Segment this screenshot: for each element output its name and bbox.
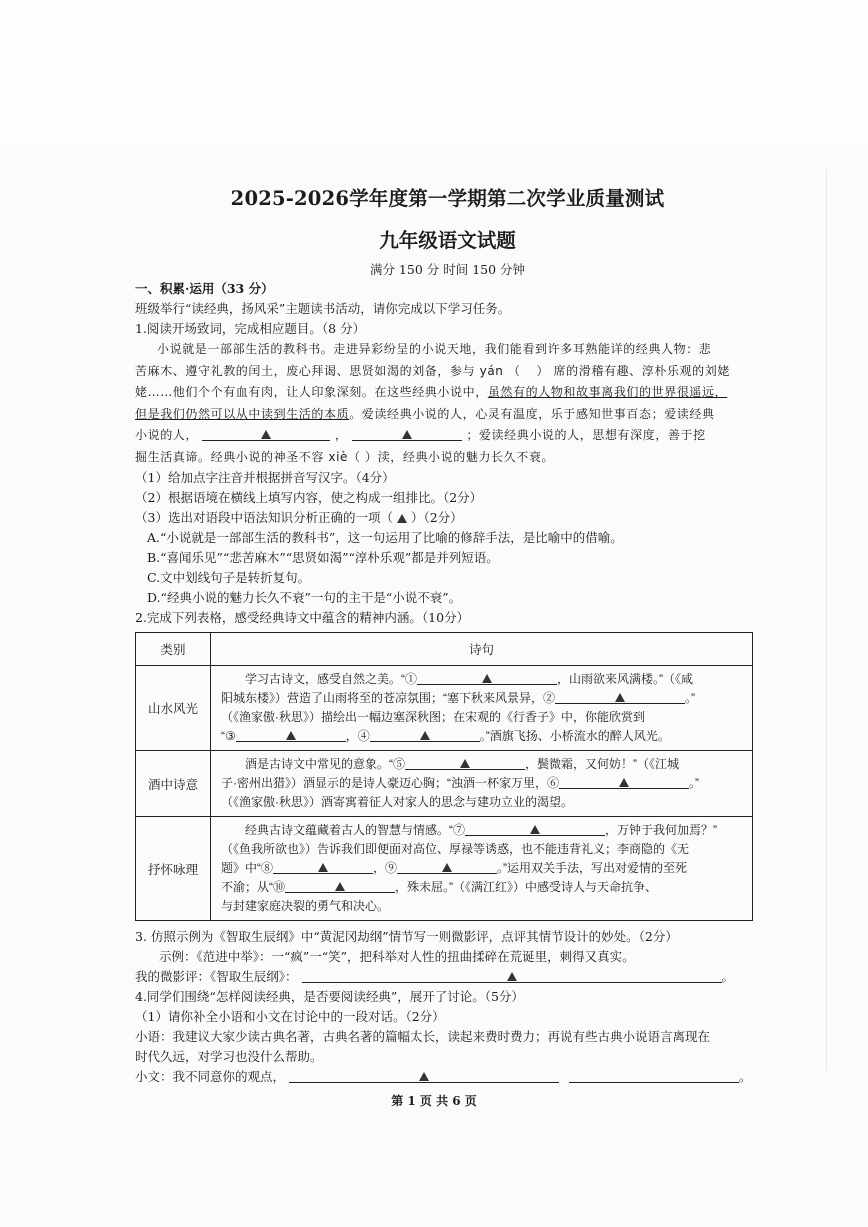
exam-subtitle: 九年级语文试题	[379, 229, 516, 252]
q3-label: 我的微影评：《智取生辰纲》：	[135, 969, 298, 984]
poem-text: （《鱼我所欲也》）告诉我们即便面对高位、厚禄等诱惑，也不能违背礼义；李商隐的《无	[221, 842, 690, 856]
q1-option-d: D.“经典小说的魅力长久不衰”一句的主干是“小说不衰”。	[147, 590, 462, 605]
q1-para-line	[135, 382, 760, 404]
row-poems	[211, 751, 753, 817]
answer-triangle-icon[interactable]	[397, 514, 407, 523]
underlined-sentence: 但是我们仍然可以从中读到生活的本质	[135, 406, 350, 421]
poem-text: 酒是古诗文中常见的意象。“⑤	[245, 757, 405, 771]
poem-text: 经典古诗文蕴藏着古人的智慧与情感。“⑦	[245, 823, 465, 837]
q3-answer-line: 我的微影评：《智取生辰纲》： 。	[135, 969, 735, 984]
poem-blank-6[interactable]	[559, 774, 689, 789]
q1-para-line	[135, 425, 760, 447]
row-category: 酒中诗意	[136, 751, 211, 817]
row-poems	[211, 817, 753, 921]
q1-sub1: （1）给加点字注音并根据拼音写汉字。（4分）	[135, 470, 395, 485]
answer-triangle-icon	[402, 430, 412, 439]
q1-sub2: （2）根据语境在横线上填写内容，使之构成一组排比。（2分）	[135, 490, 483, 505]
xiaoyu-line-2: 时代久远，对学习也没什么帮助。	[135, 1049, 323, 1064]
q1-para-text: 席的滑稽有趣、淳朴乐观的刘姥	[553, 363, 730, 378]
answer-triangle-icon	[420, 731, 430, 740]
poem-blank-1[interactable]	[417, 670, 557, 685]
table-header-row	[136, 633, 753, 666]
poem-text: 阳城东楼》）营造了山雨将至的苍凉氛围；“塞下秋来风景异，②	[221, 691, 555, 705]
page-top-margin	[0, 0, 868, 150]
q3-answer-blank[interactable]	[302, 968, 722, 983]
table-row	[136, 817, 753, 921]
q1-para-text: 。爱读经典小说的人，心灵有温度，乐于感知世事百态；爱读经典	[349, 406, 715, 421]
poem-text: ，万钟于我何加焉？”	[605, 823, 717, 837]
poem-text: （《渔家傲·秋思》）描绘出一幅边塞深秋图；在宋观的《行香子》中，你能欣赏到	[221, 710, 645, 724]
poem-text: 题》中“⑧	[221, 861, 273, 875]
q1-para-text: 苦麻木、遵守礼教的闰土，废心拜谒、思贤如渴的刘备，参与 yán	[135, 363, 504, 378]
page-footer: 第 1 页 共 6 页	[391, 1094, 477, 1108]
row-category: 抒怀咏理	[136, 817, 211, 921]
poem-blank-5[interactable]	[405, 755, 525, 770]
xiaowen-line: 小文：我不同意你的观点， 。	[135, 1069, 752, 1084]
q1-para-line: 小说就是一部部生活的教科书。走进异彩纷呈的小说天地，我们能看到许多耳熟能详的经典人物：悲	[157, 342, 712, 356]
poem-text: （《渔家傲·秋思》）酒寄寓着征人对家人的思念与建功立业的渴望。	[221, 795, 573, 809]
poem-blank-9[interactable]	[397, 859, 497, 874]
poem-text: “③	[221, 729, 236, 743]
poem-text: 。”	[685, 691, 695, 705]
answer-triangle-icon	[261, 430, 271, 439]
answer-triangle-icon	[286, 731, 296, 740]
q1-option-a: A.“小说就是一部部生活的教科书”，这一句运用了比喻的修辞手法，是比喻中的借喻。	[147, 530, 623, 545]
poem-text: ，④	[345, 729, 370, 743]
pinyin-answer-paren[interactable]: （ ）	[507, 363, 550, 378]
poem-text: 。”酒旗飞扬、小桥流水的醉人风光。	[479, 729, 670, 743]
answer-triangle-icon	[619, 778, 629, 787]
page-content	[135, 185, 760, 1087]
answer-triangle-icon	[419, 1072, 429, 1081]
poem-text: 。”	[689, 776, 699, 790]
q1-sub3-text: ）（2分）	[410, 510, 463, 525]
poem-text: ，鬓微霜，又何妨！”（《江城	[525, 757, 679, 771]
q4-title: 4.同学们围绕“怎样阅读经典，是否要阅读经典”，展开了讨论。（5分）	[135, 989, 524, 1004]
section-intro: 班级举行“读经典，扬风采”主题读书活动，请你完成以下学习任务。	[135, 301, 511, 316]
q1-sub3	[135, 508, 760, 528]
poem-text: ，殊未屈。”（《满江红》）中感受诗人与天命抗争、	[395, 880, 657, 894]
xiaowen-blank-1[interactable]	[289, 1068, 559, 1083]
poem-table	[135, 632, 753, 921]
answer-triangle-icon	[335, 882, 345, 891]
row-category: 山水风光	[136, 666, 211, 751]
exam-meta: 满分 150 分 时间 150 分钟	[369, 262, 526, 277]
q4-sub1: （1）请你补全小语和小文在讨论中的一段对话。（2分）	[135, 1009, 445, 1024]
exam-title: 2025-2026学年度第一学期第二次学业质量测试	[230, 187, 665, 210]
poem-text: ，⑨	[373, 861, 398, 875]
poem-blank-4[interactable]	[370, 727, 480, 742]
xiaowen-blank-2[interactable]	[569, 1068, 739, 1083]
poem-blank-7[interactable]	[465, 821, 605, 836]
poem-blank-10[interactable]	[285, 878, 395, 893]
answer-triangle-icon	[442, 863, 452, 872]
poem-text: 与封建家庭决裂的勇气和决心。	[221, 899, 390, 913]
q1-option-b: B.“喜闻乐见”“悲苦麻木”“思贤如渴”“淳朴乐观”都是并列短语。	[147, 550, 499, 565]
table-row	[136, 666, 753, 751]
table-header-category: 类别	[136, 633, 211, 666]
table-row	[136, 751, 753, 817]
poem-text: 不渝；从“⑩	[221, 880, 285, 894]
xiaoyu-line-1: 小语：我建议大家少读古典名著，古典名著的篇幅太长，读起来费时费力；再说有些古典小说语言离现在	[135, 1029, 711, 1044]
poem-blank-2[interactable]	[555, 689, 685, 704]
q1-sub3-text: （3）选出对语段中语法知识分析正确的一项（	[135, 510, 393, 525]
q1-para-text: ；爱读经典小说的人，思想有深度，善于挖	[466, 428, 706, 442]
parallelism-blank-1[interactable]	[202, 426, 330, 441]
q1-option-c: C.文中划线句子是转折复句。	[147, 570, 311, 585]
table-header-poems: 诗句	[211, 633, 753, 666]
row-poems	[211, 666, 753, 751]
answer-triangle-icon	[460, 759, 470, 768]
parallelism-blank-2[interactable]	[352, 426, 462, 441]
poem-blank-3[interactable]	[236, 727, 346, 742]
answer-triangle-icon	[318, 863, 328, 872]
q3-title: 3. 仿照示例为《智取生辰纲》中“黄泥冈劫纲”情节写一则微影评，点评其情节设计的妙处。（2分）	[135, 929, 678, 944]
answer-triangle-icon	[482, 674, 492, 683]
q1-para-text: 小说的人，	[135, 428, 199, 442]
q1-title: 1.阅读开场致词，完成相应题目。（8 分）	[135, 321, 366, 336]
q1-para-text: ，	[334, 428, 348, 442]
answer-triangle-icon	[615, 693, 625, 702]
xiaowen-label: 小文：我不同意你的观点，	[135, 1069, 286, 1084]
section-heading: 一、积累·运用（33 分）	[135, 281, 274, 296]
q1-para-line: 掘生活真谛。经典小说的神圣不容 xiè（ ）渎，经典小说的魅力长久不衰。	[135, 449, 555, 464]
q3-example: 示例：《范进中举》：一“疯”一“笑”，把科举对人性的扭曲揉碎在荒诞里，刺得又真实。	[159, 949, 635, 964]
poem-text: 。”运用双关手法，写出对爱情的至死	[497, 861, 688, 875]
scan-edge-line	[826, 170, 827, 1070]
q1-para-line	[135, 404, 760, 426]
q1-para-line	[135, 361, 760, 383]
answer-triangle-icon	[507, 972, 517, 981]
q2-title: 2.完成下列表格，感受经典诗文中蕴含的精神内涵。（10分）	[135, 610, 470, 625]
poem-blank-8[interactable]	[273, 859, 373, 874]
underlined-sentence: 虽然有的人物和故事离我们的世界很遥远，	[487, 385, 728, 399]
q1-para-text: 姥……他们个个有血有肉，让人印象深刻。在这些经典小说中，	[135, 385, 488, 399]
poem-text: 子·密州出猎》）酒显示的是诗人豪迈心胸；“浊酒一杯家万里，⑥	[221, 776, 559, 790]
answer-triangle-icon	[530, 825, 540, 834]
poem-text: ，山雨欲来风满楼。”（《咸	[557, 672, 693, 686]
poem-text: 学习古诗文，感受自然之美。“①	[245, 672, 417, 686]
